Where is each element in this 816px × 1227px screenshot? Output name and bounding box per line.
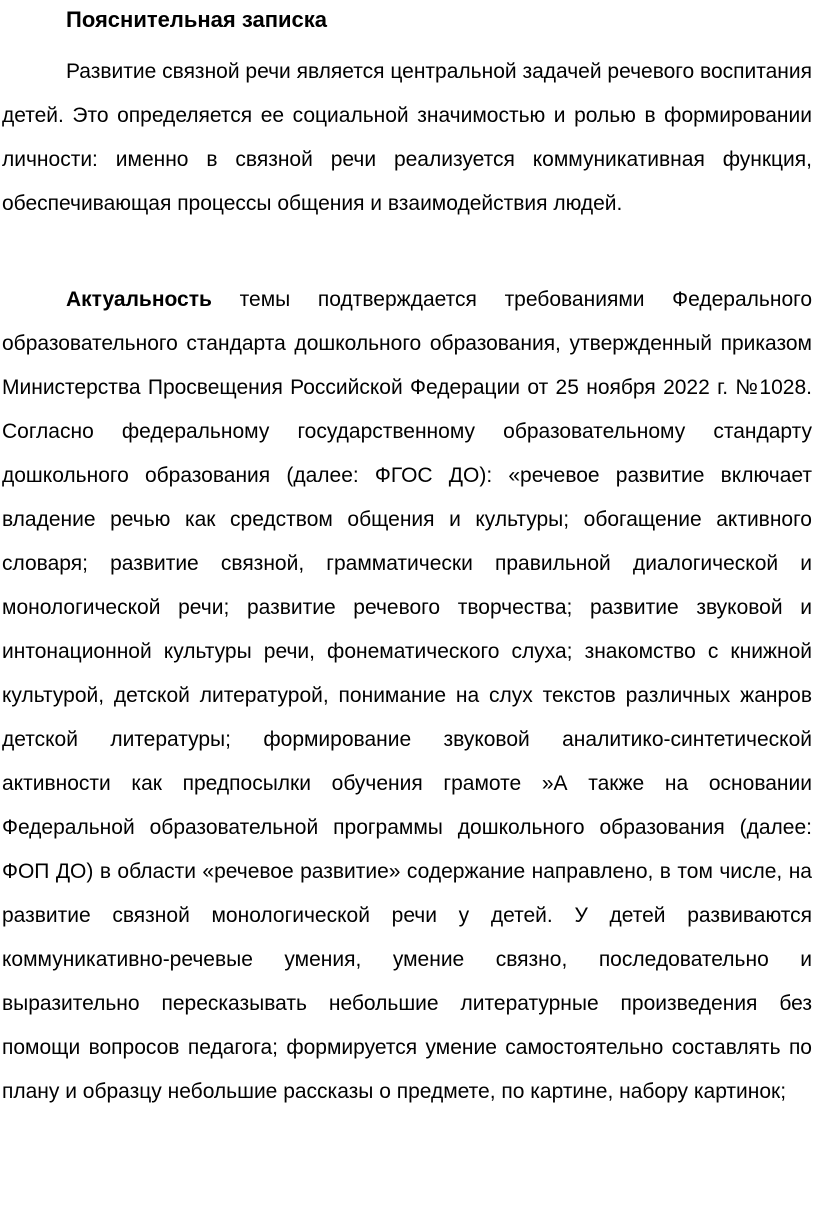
paragraph-relevance-text: темы подтверждается требованиями Федерального образовательного стандарта дошкольного образования, утвержденный приказом Министерства Просвещения Российской Федерации от 25 ноября 2022 г. №1028. Согласно федеральному государственному образовательному стандарту дошкольного образования (далее: ФГОС ДО): «речевое развитие включает владение речью как средством общения и культуры; обогащение активного словаря; развитие связной, грамматически правильной диалогической и монологической речи; развитие речевого творчества; развитие звуковой и интонационной культуры речи, фонематического слуха; знакомство с книжной культурой, детской литературой, понимание на слух текстов различных жанров детской литературы; формирование звуковой аналитико-синтетической активности как предпосылки обучения грамоте »А также на основании Федеральной образовательной программы дошкольного образования (далее: ФОП ДО) в области «речевое развитие» содержание направлено, в том числе, на развитие связной монологической речи у детей. У детей развиваются коммуникативно-речевые умения, умение связно, последовательно и выразительно пересказывать небольшие литературные произведения без помощи вопросов педагога; формируется умение самостоятельно составлять по плану и образцу небольшие рассказы о предмете, по картине, набору картинок; (2, 288, 812, 1103)
document-title: Пояснительная записка (66, 7, 328, 32)
paragraph-relevance (2, 278, 812, 1114)
paragraph-intro: Развитие связной речи является центральной задачей речевого воспитания детей. Это определяется ее социальной значимостью и ролью в формировании личности: именно в связной речи реализуется коммуникативная функция, обеспечивающая процессы общения и взаимодействия людей. (2, 60, 812, 215)
paragraph-lead-term: Актуальность (66, 288, 212, 311)
